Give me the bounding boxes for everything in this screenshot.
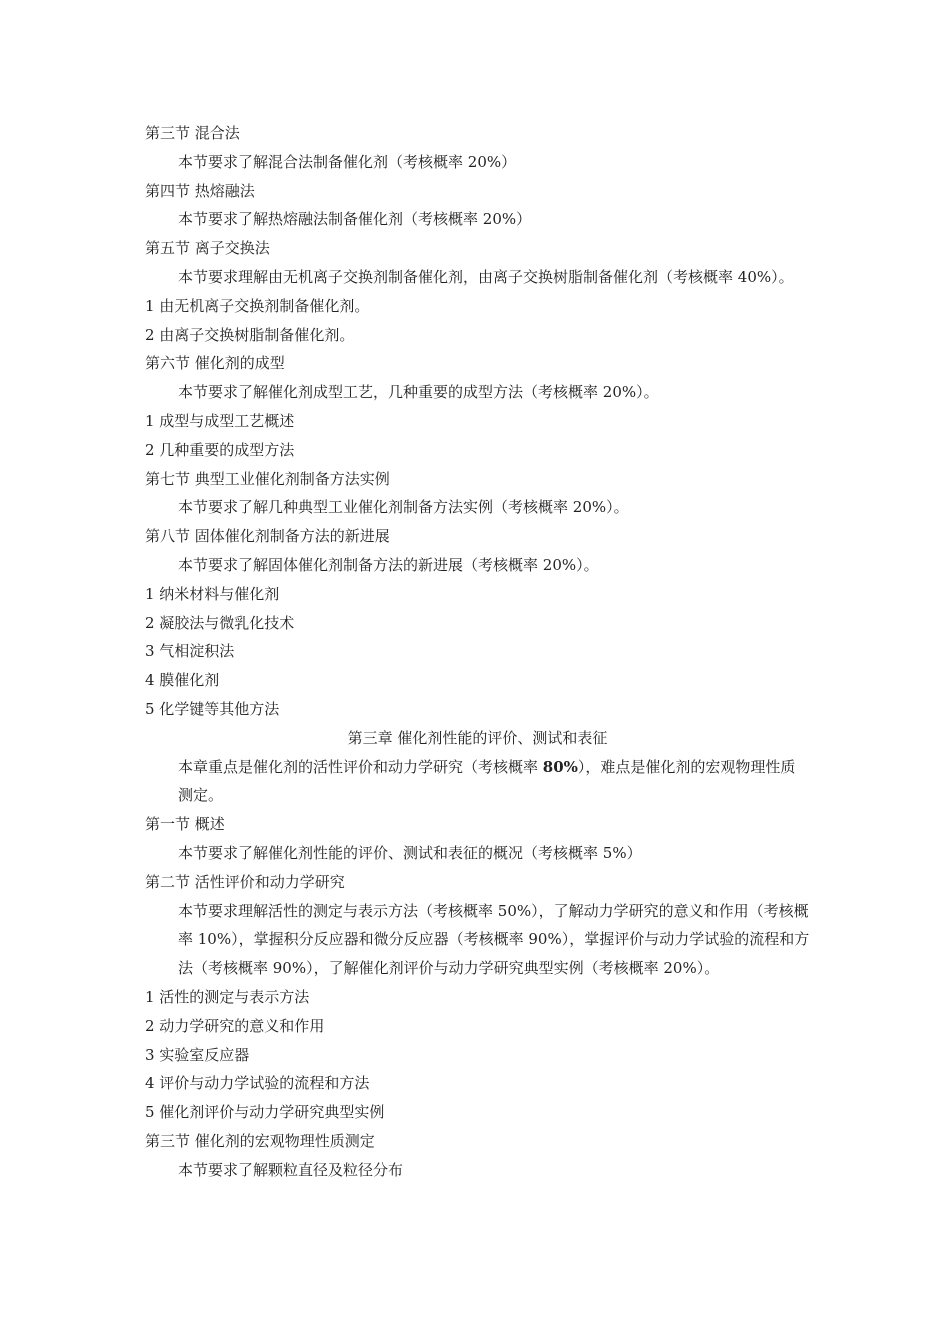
section-heading: 第一节 概述 [145, 815, 225, 834]
section-heading: 第三节 混合法 [145, 124, 240, 142]
chapter-summary [145, 753, 810, 811]
list-item: 4 评价与动力学试验的流程和方法 [145, 1074, 370, 1093]
section-description: 本节要求了解催化剂性能的评价、测试和表征的概况（考核概率 5%） [178, 843, 642, 862]
section-description: 本节要求了解混合法制备催化剂（考核概率 20%） [178, 152, 517, 171]
section-description: 本节要求理解由无机离子交换剂制备催化剂，由离子交换树脂制备催化剂（考核概率 40%）。 [178, 267, 794, 286]
list-item: 2 凝胶法与微乳化技术 [145, 613, 295, 632]
section-description: 本节要求了解几种典型工业催化剂制备方法实例（考核概率 20%）。 [178, 498, 629, 517]
section-heading: 第五节 离子交换法 [145, 239, 270, 258]
list-item: 3 实验室反应器 [145, 1045, 250, 1064]
list-item: 1 纳米材料与催化剂 [145, 584, 280, 603]
chapter-summary-part: 本章重点是催化剂的活性评价和动力学研究（考核概率 [178, 757, 543, 776]
list-item: 5 催化剂评价与动力学研究典型实例 [145, 1103, 385, 1122]
list-item: 2 几种重要的成型方法 [145, 440, 295, 459]
section-heading: 第六节 催化剂的成型 [145, 354, 285, 373]
section-description: 本节要求了解颗粒直径及粒径分布 [178, 1160, 404, 1179]
chapter-summary-percent: 80% [542, 757, 578, 776]
section-heading: 第四节 热熔融法 [145, 181, 255, 200]
list-item: 1 成型与成型工艺概述 [145, 411, 295, 430]
list-item: 2 动力学研究的意义和作用 [145, 1016, 325, 1035]
section-heading: 第三节 催化剂的宏观物理性质测定 [145, 1131, 375, 1150]
section-description: 本节要求了解催化剂成型工艺，几种重要的成型方法（考核概率 20%）。 [178, 383, 659, 402]
list-item: 5 化学键等其他方法 [145, 699, 280, 718]
section-description: 本节要求了解固体催化剂制备方法的新进展（考核概率 20%）。 [178, 555, 599, 574]
list-item: 1 由无机离子交换剂制备催化剂。 [145, 296, 370, 315]
list-item: 1 活性的测定与表示方法 [145, 987, 310, 1006]
section-description: 本节要求理解活性的测定与表示方法（考核概率 50%），了解动力学研究的意义和作用（考核概率 10%），掌握积分反应器和微分反应器（考核概率 90%），掌握评价与动力学试验的流程和方法（考核概率 90%），了解催化剂评价与动力学研究典型实例（考核概率 20%）。 [178, 901, 810, 978]
list-item: 2 由离子交换树脂制备催化剂。 [145, 325, 355, 344]
document-body [145, 119, 810, 1184]
list-item: 4 膜催化剂 [145, 671, 220, 690]
chapter-title: 第三章 催化剂性能的评价、测试和表征 [347, 728, 608, 747]
section-description: 本节要求了解热熔融法制备催化剂（考核概率 20%） [178, 210, 532, 229]
list-item: 3 气相淀积法 [145, 642, 235, 661]
section-heading: 第七节 典型工业催化剂制备方法实例 [145, 469, 390, 488]
chapter-summary-part: ），难点是催化剂的宏观物理性质测定。 [178, 757, 796, 805]
section-heading: 第二节 活性评价和动力学研究 [145, 872, 345, 891]
section-heading: 第八节 固体催化剂制备方法的新进展 [145, 527, 390, 546]
